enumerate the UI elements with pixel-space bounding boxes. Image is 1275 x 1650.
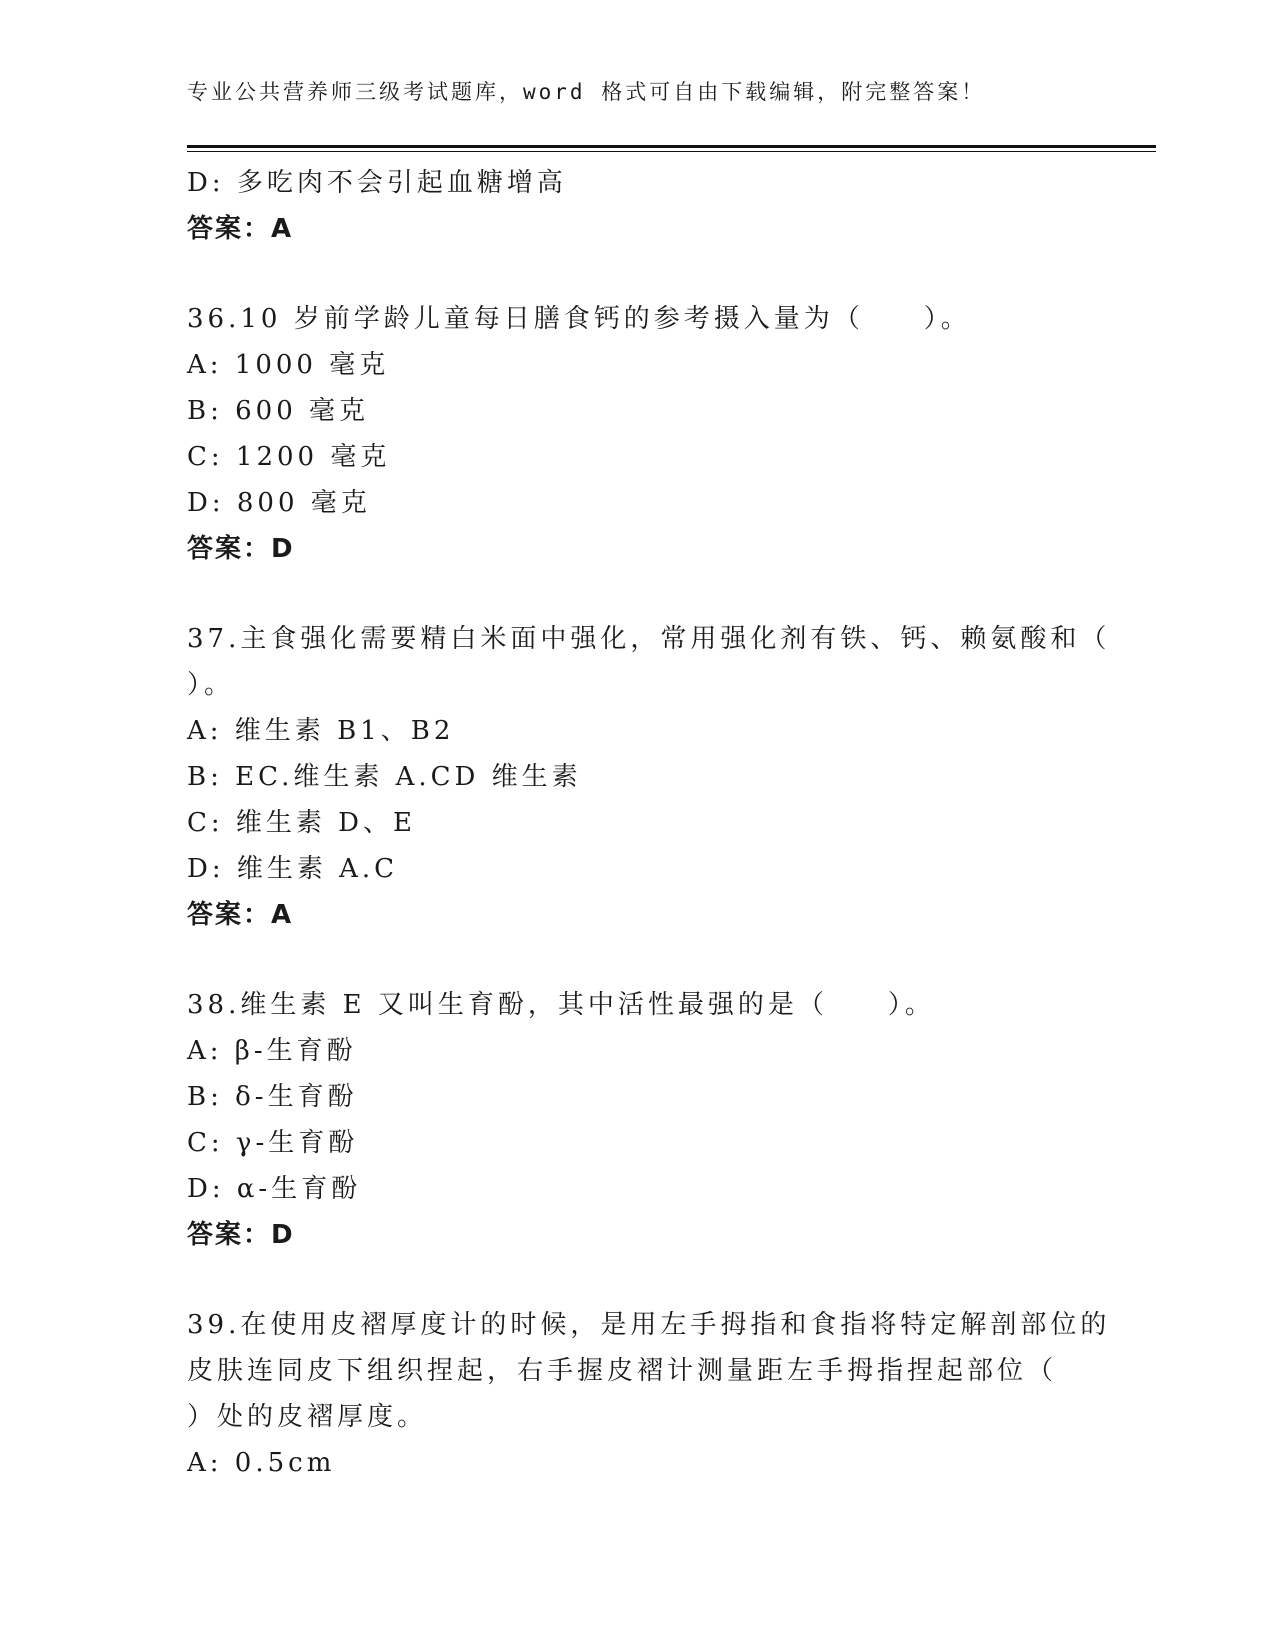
question-36 — [187, 296, 1087, 572]
option-b: B: δ-生育酚 — [187, 1082, 358, 1112]
question-38 — [187, 982, 1087, 1258]
question-stem-line-2: 皮肤连同皮下组织捏起，右手握皮褶计测量距左手拇指捏起部位（ — [187, 1356, 1058, 1386]
page-header: 专业公共营养师三级考试题库，word 格式可自由下载编辑，附完整答案！ — [187, 80, 986, 104]
question-content — [187, 160, 1111, 1486]
option-c: C: 1200 毫克 — [187, 442, 391, 472]
option-a: A: 0.5cm — [187, 1448, 336, 1478]
question-stem: 38.维生素 E 又叫生育酚，其中活性最强的是（ ）。 — [187, 990, 935, 1020]
answer-line: 答案：D — [187, 1220, 295, 1250]
option-c: C: 维生素 D、E — [187, 808, 417, 838]
option-a: A: 1000 毫克 — [187, 350, 390, 380]
question-stem-line-2: ）。 — [187, 670, 235, 700]
header-rule-thin — [187, 151, 1156, 152]
option-d: D: α-生育酚 — [187, 1174, 362, 1204]
question-stem: 36.10 岁前学龄儿童每日膳食钙的参考摄入量为（ ）。 — [187, 304, 971, 334]
option-c: C: γ-生育酚 — [187, 1128, 359, 1158]
question-stem-line-3: ）处的皮褶厚度。 — [187, 1402, 428, 1432]
option-d: D: 800 毫克 — [187, 488, 371, 518]
option-a: A: 维生素 B1、B2 — [187, 716, 455, 746]
option-d: D: 多吃肉不会引起血糖增高 — [187, 168, 567, 198]
question-stem-line-1: 39.在使用皮褶厚度计的时候，是用左手拇指和食指将特定解剖部位的 — [187, 1310, 1111, 1340]
answer-line: 答案：A — [187, 214, 294, 244]
question-stem-line-1: 37.主食强化需要精白米面中强化，常用强化剂有铁、钙、赖氨酸和（ — [187, 624, 1111, 654]
option-d: D: 维生素 A.C — [187, 854, 399, 884]
option-a: A: β-生育酚 — [187, 1036, 357, 1066]
question-39 — [187, 1302, 1111, 1486]
answer-line: 答案：D — [187, 534, 295, 564]
question-37 — [187, 616, 1111, 938]
header-rule-thick — [187, 145, 1156, 148]
option-b: B: 600 毫克 — [187, 396, 370, 426]
option-b: B: EC.维生素 A.CD 维生素 — [187, 762, 582, 792]
prev-question-tail — [187, 160, 1087, 252]
answer-line: 答案：A — [187, 900, 294, 930]
